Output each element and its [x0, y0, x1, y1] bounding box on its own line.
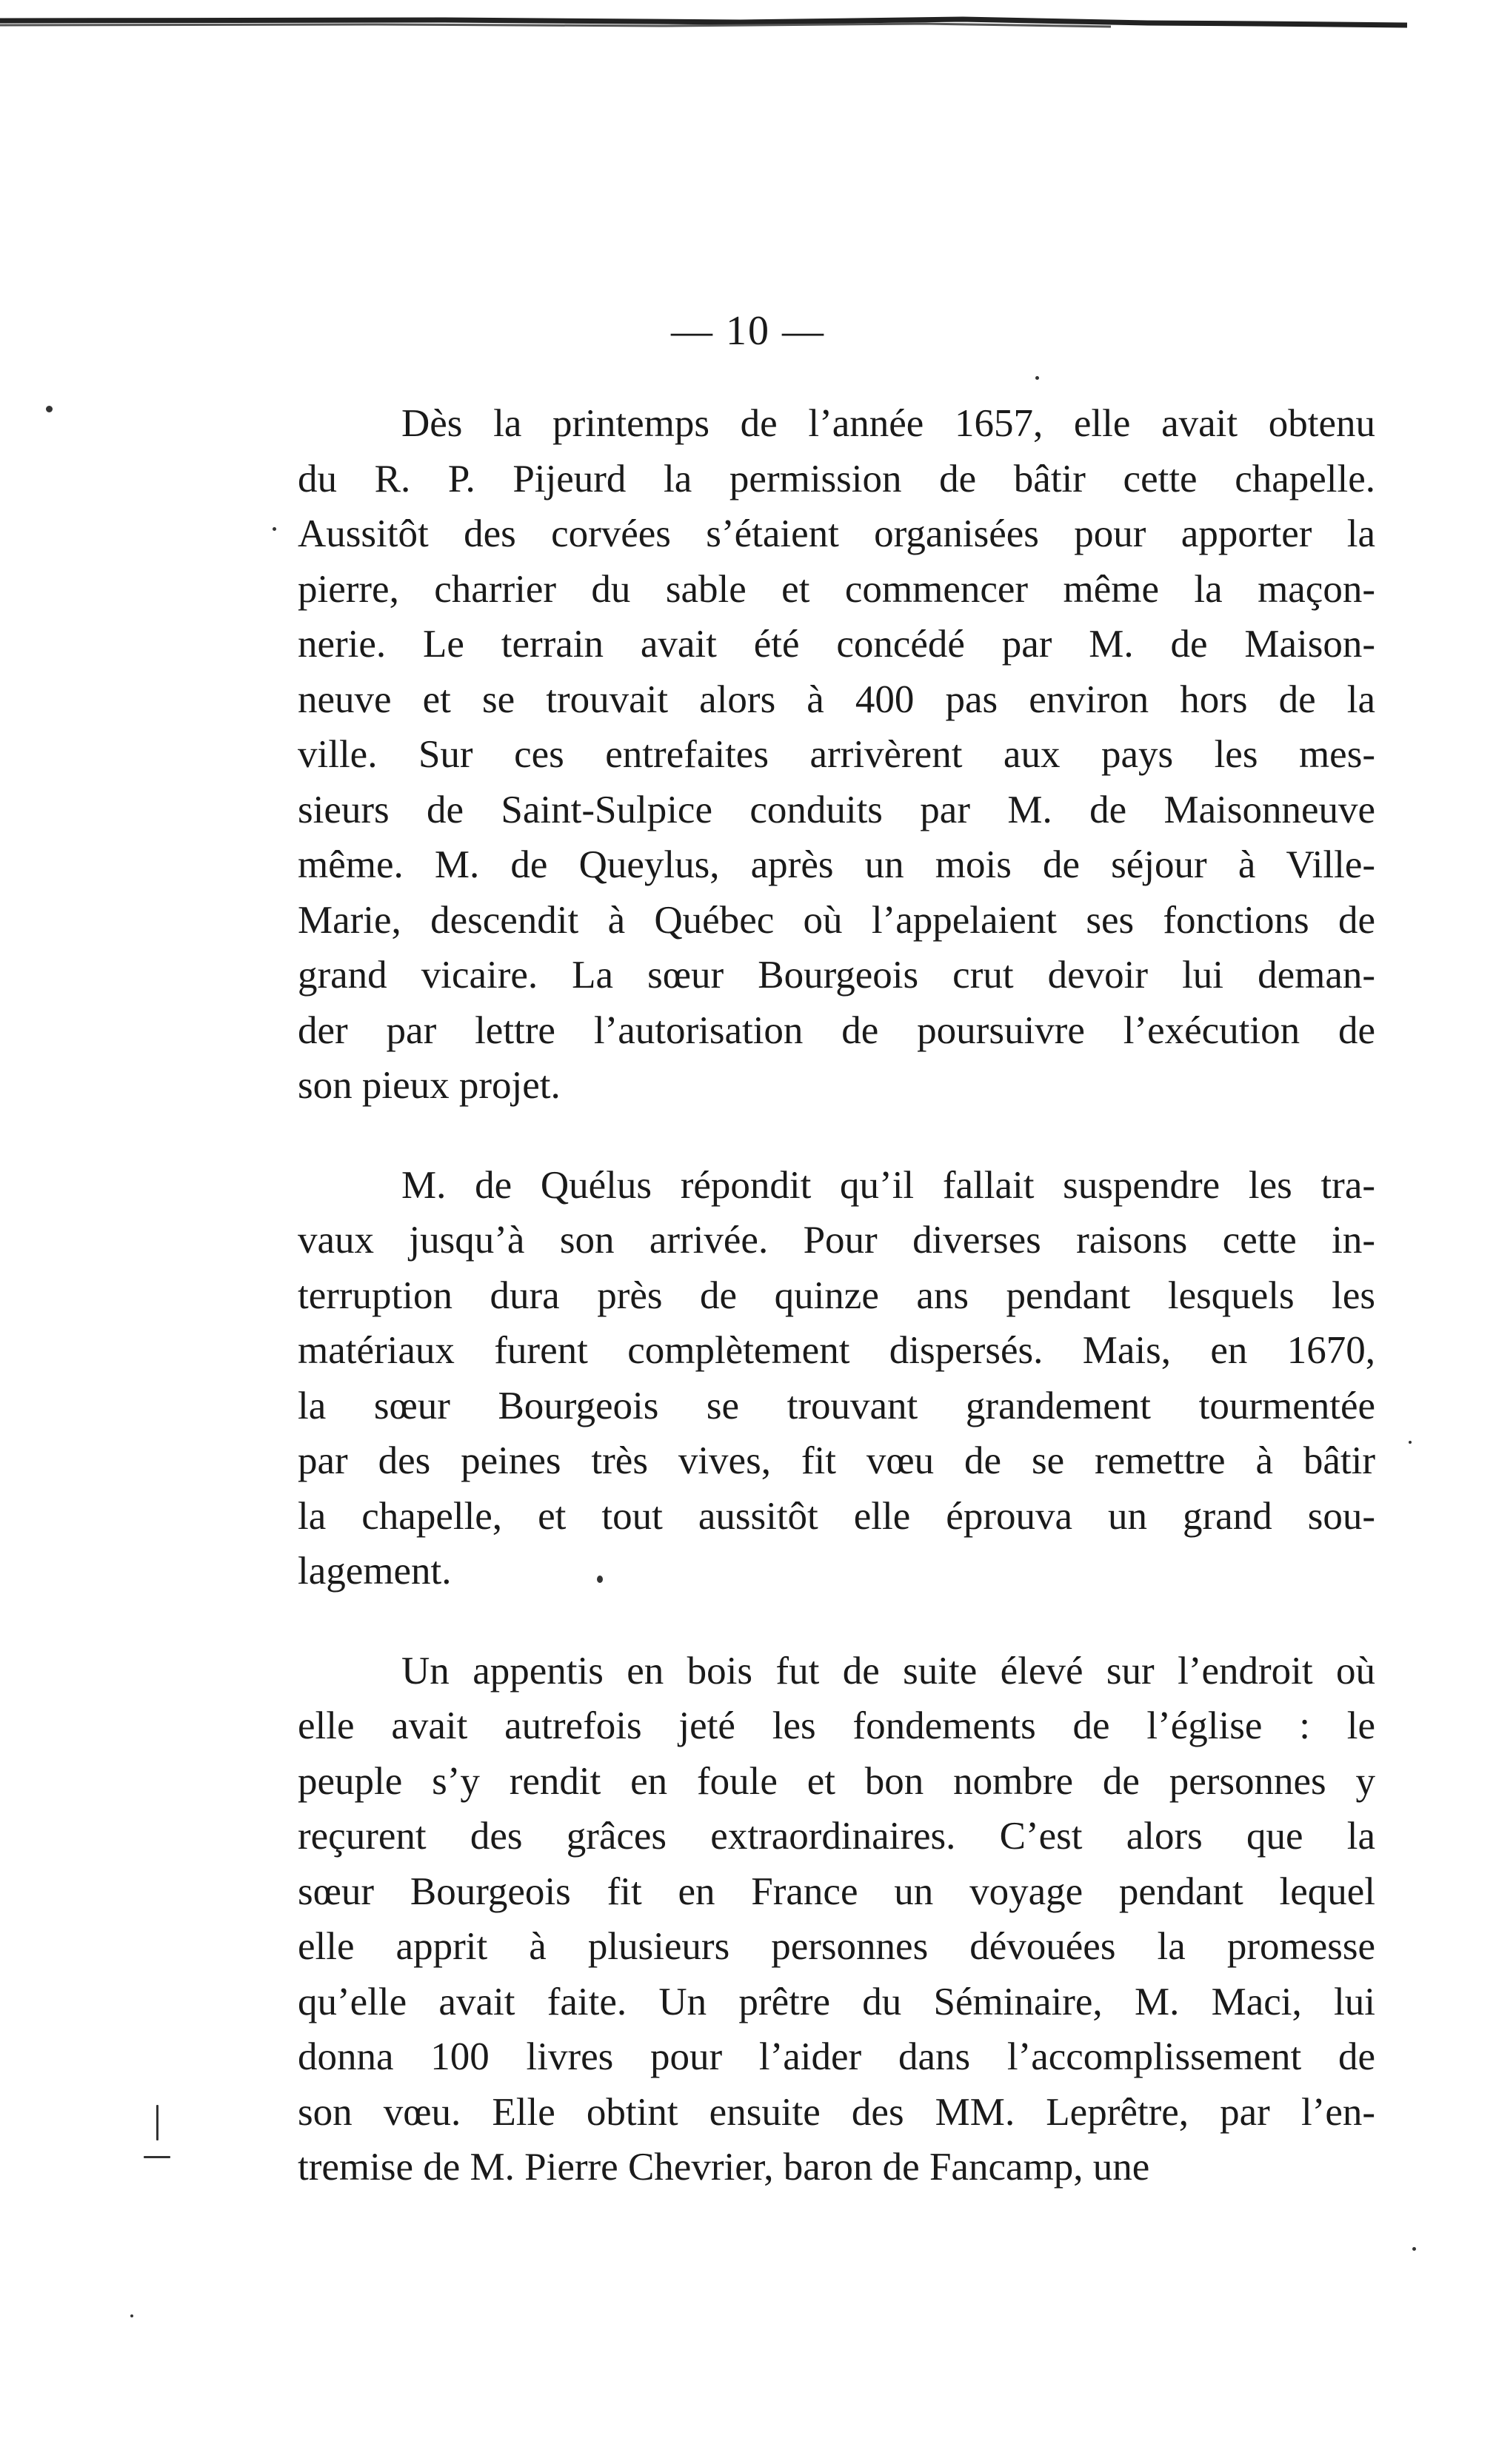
text-line: M. de Quélus répondit qu’il fallait suspendre les tra-	[401, 1163, 1375, 1207]
text-line: nerie. Le terrain avait été concédé par M. de Maison-	[298, 623, 1375, 666]
scan-speck	[1409, 1441, 1412, 1444]
text-line: Marie, descendit à Québec où l’appelaient ses fonctions de	[298, 898, 1375, 942]
scan-speck	[130, 2314, 133, 2317]
text-line: son pieux projet.	[298, 1064, 561, 1107]
text-line: neuve et se trouvait alors à 400 pas environ hors de la	[298, 677, 1375, 721]
text-line: elle avait autrefois jeté les fondements de l’église : le	[298, 1704, 1375, 1747]
text-line: qu’elle avait faite. Un prêtre du Séminaire, M. Maci, lui	[298, 1980, 1375, 2023]
text-line: son vœu. Elle obtint ensuite des MM. Leprêtre, par l’en-	[298, 2090, 1375, 2134]
scan-speck	[156, 2105, 158, 2140]
text-line: la sœur Bourgeois se trouvant grandement tourmentée	[298, 1384, 1375, 1427]
scan-speck	[144, 2156, 170, 2158]
text-line: Dès la printemps de l’année 1657, elle avait obtenu	[401, 402, 1375, 445]
text-line: der par lettre l’autorisation de poursuivre l’exécution de	[298, 1008, 1375, 1052]
page-number: — 10 —	[671, 308, 825, 354]
text-line: grand vicaire. La sœur Bourgeois crut devoir lui deman-	[298, 954, 1375, 997]
text-line: Un appentis en bois fut de suite élevé sur l’endroit où	[401, 1649, 1375, 1693]
scan-edge-artifact	[0, 16, 1407, 33]
text-line: matériaux furent complètement dispersés. Mais, en 1670,	[298, 1329, 1375, 1372]
paragraph	[298, 1158, 1375, 1599]
text-line: ville. Sur ces entrefaites arrivèrent aux pays les mes-	[298, 733, 1375, 776]
text-line: lagement.	[298, 1550, 452, 1593]
scan-speck	[1035, 376, 1039, 380]
body-text	[298, 396, 1375, 2195]
paragraph	[298, 396, 1375, 1114]
text-line: par des peines très vives, fit vœu de se remettre à bâtir	[298, 1439, 1375, 1482]
text-line: du R. P. Pijeurd la permission de bâtir cette chapelle.	[298, 457, 1375, 500]
text-line: sœur Bourgeois fit en France un voyage pendant lequel	[298, 1869, 1375, 1913]
paragraph	[298, 1644, 1375, 2195]
text-line: sieurs de Saint-Sulpice conduits par M. de Maisonneuve	[298, 788, 1375, 831]
text-line: Aussitôt des corvées s’étaient organisées pour apporter la	[298, 512, 1375, 555]
text-line: la chapelle, et tout aussitôt elle éprouva un grand sou-	[298, 1494, 1375, 1538]
scan-speck	[273, 527, 276, 531]
text-line: même. M. de Queylus, après un mois de séjour à Ville-	[298, 843, 1375, 886]
text-line: peuple s’y rendit en foule et bon nombre de personnes y	[298, 1759, 1375, 1803]
text-line: reçurent des grâces extraordinaires. C’est alors que la	[298, 1815, 1375, 1858]
scan-speck	[1412, 2247, 1416, 2251]
text-line: vaux jusqu’à son arrivée. Pour diverses raisons cette in-	[298, 1219, 1375, 1262]
text-line: pierre, charrier du sable et commencer même la maçon-	[298, 567, 1375, 611]
scan-speck	[46, 406, 53, 412]
text-line: terruption dura près de quinze ans pendant lesquels les	[298, 1273, 1375, 1317]
text-line: donna 100 livres pour l’aider dans l’accomplissement de	[298, 2035, 1375, 2078]
text-line: tremise de M. Pierre Chevrier, baron de Fancamp, une	[298, 2146, 1150, 2189]
text-line: elle apprit à plusieurs personnes dévouées la promesse	[298, 1925, 1375, 1968]
